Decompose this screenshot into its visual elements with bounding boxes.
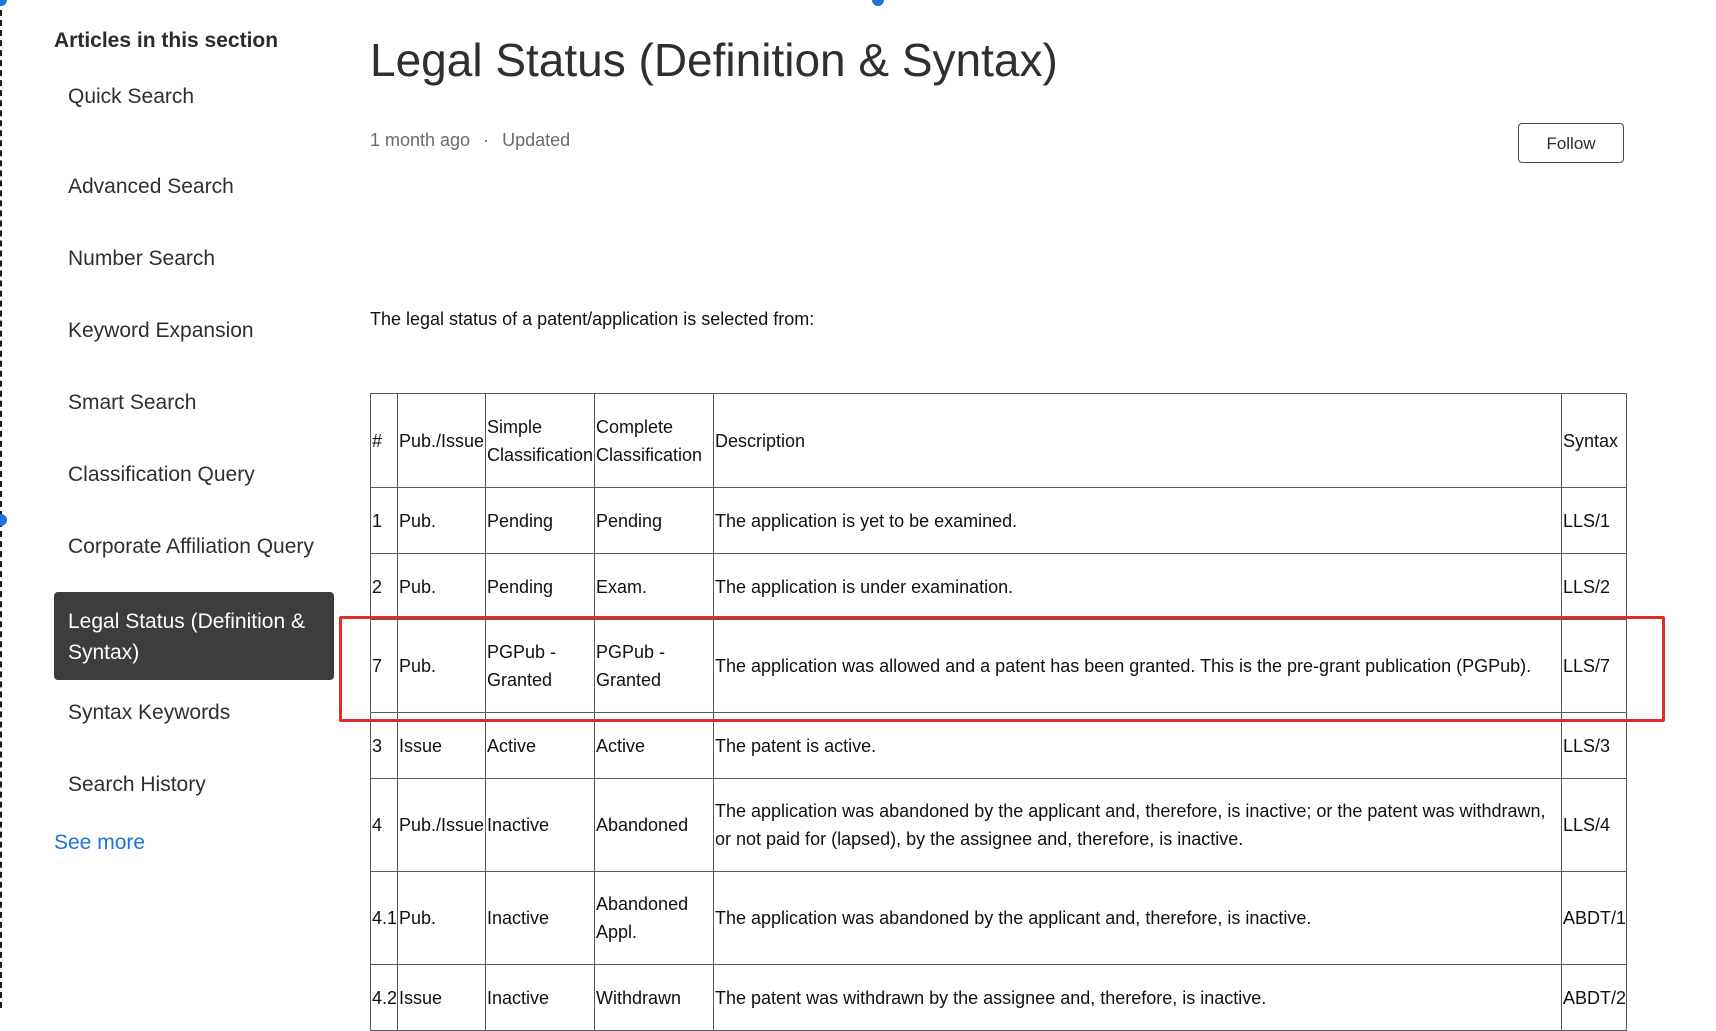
cell-simple-classification: Inactive [486,872,595,965]
cell-pub-issue: Issue [398,965,486,1031]
header-complete-classification: Complete Classification [595,394,714,488]
sidebar-item-legal-status[interactable]: Legal Status (Definition & Syntax) [54,592,334,680]
cell-syntax: LLS/1 [1562,488,1627,554]
cell-description: The patent is active. [714,713,1562,779]
sidebar-item-number-search[interactable]: Number Search [68,247,216,270]
cell-description: The application was allowed and a patent has been granted. This is the pre-grant publication (PGPub). [714,620,1562,713]
cell-syntax: LLS/2 [1562,554,1627,620]
cell-number: 4 [371,779,398,872]
cell-pub-issue: Issue [398,713,486,779]
resize-handle-top-center[interactable] [872,0,884,6]
cell-simple-classification: Active [486,713,595,779]
sidebar-item-advanced-search[interactable]: Advanced Search [68,175,234,198]
sidebar-item-corporate-affiliation-query[interactable]: Corporate Affiliation Query [68,535,314,558]
cell-number: 3 [371,713,398,779]
table-header-row [371,394,1627,488]
cell-description: The application was abandoned by the applicant and, therefore, is inactive. [714,872,1562,965]
table-row [371,779,1627,872]
cell-syntax: LLS/3 [1562,713,1627,779]
cell-pub-issue: Pub. [398,488,486,554]
cell-simple-classification: Pending [486,554,595,620]
article-intro: The legal status of a patent/application is selected from: [370,309,815,329]
table-row [371,554,1627,620]
cell-number: 4.2 [371,965,398,1031]
sidebar-item-syntax-keywords[interactable]: Syntax Keywords [68,701,231,724]
table-row [371,965,1627,1031]
cell-simple-classification: Pending [486,488,595,554]
cell-description: The application is under examination. [714,554,1562,620]
cell-pub-issue: Pub. [398,872,486,965]
cell-description: The application was abandoned by the applicant and, therefore, is inactive; or the patent was withdrawn, or not paid for (lapsed), by the assignee and, therefore, is inactive. [714,779,1562,872]
cell-syntax: LLS/4 [1562,779,1627,872]
cell-complete-classification: Withdrawn [595,965,714,1031]
cell-number: 7 [371,620,398,713]
table-row [371,872,1627,965]
cell-complete-classification: Abandoned [595,779,714,872]
header-pub-issue: Pub./Issue [398,394,486,488]
cell-syntax: LLS/7 [1562,620,1627,713]
sidebar-item-keyword-expansion[interactable]: Keyword Expansion [68,319,254,342]
cell-number: 1 [371,488,398,554]
article-updated-label: Updated [502,130,571,150]
header-simple-classification: Simple Classification [486,394,595,488]
cell-number: 2 [371,554,398,620]
resize-handle-top[interactable] [0,0,7,6]
sidebar-item-smart-search[interactable]: Smart Search [68,391,197,414]
page-title: Legal Status (Definition & Syntax) [370,34,1058,86]
table-row [371,713,1627,779]
cell-simple-classification: Inactive [486,779,595,872]
table-row [371,488,1627,554]
cell-complete-classification: Exam. [595,554,714,620]
cell-complete-classification: Active [595,713,714,779]
header-syntax: Syntax [1562,394,1627,488]
article-time-ago: 1 month ago [370,130,471,150]
sidebar-heading: Articles in this section [54,29,279,52]
follow-button[interactable]: Follow [1518,123,1624,163]
cell-complete-classification: PGPub - Granted [595,620,714,713]
header-number: # [371,394,398,488]
sidebar-item-quick-search[interactable]: Quick Search [68,85,195,108]
legal-status-table [370,393,1627,1031]
meta-separator: · [483,130,490,150]
cell-complete-classification: Pending [595,488,714,554]
cell-number: 4.1 [371,872,398,965]
cell-complete-classification: Abandoned Appl. [595,872,714,965]
article-meta [370,130,570,151]
header-description: Description [714,394,1562,488]
sidebar [54,26,334,858]
page-edge-line [0,0,2,1008]
sidebar-item-classification-query[interactable]: Classification Query [68,463,255,486]
cell-simple-classification: Inactive [486,965,595,1031]
cell-pub-issue: Pub. [398,620,486,713]
cell-pub-issue: Pub./Issue [398,779,486,872]
see-more-link[interactable]: See more [54,831,146,854]
cell-syntax: ABDT/2 [1562,965,1627,1031]
cell-description: The application is yet to be examined. [714,488,1562,554]
sidebar-item-search-history[interactable]: Search History [68,773,206,796]
cell-description: The patent was withdrawn by the assignee and, therefore, is inactive. [714,965,1562,1031]
cell-simple-classification: PGPub - Granted [486,620,595,713]
resize-handle-middle[interactable] [0,514,7,526]
cell-syntax: ABDT/1 [1562,872,1627,965]
cell-pub-issue: Pub. [398,554,486,620]
table-row-highlighted [371,620,1627,713]
